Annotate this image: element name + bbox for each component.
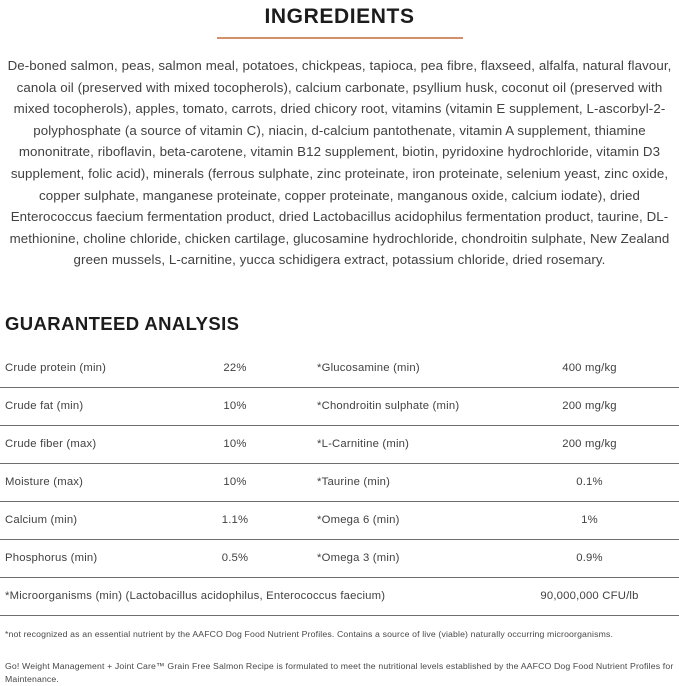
nutrient-value: 200 mg/kg [562,400,617,413]
nutrient-value: 1.1% [221,514,249,527]
nutrient-value: 0.1% [576,476,603,489]
nutrient-label: *Taurine (min) [317,476,391,489]
nutrient-label: *Glucosamine (min) [317,362,420,375]
table-row [0,388,679,426]
nutrient-value: 0.9% [576,552,603,565]
microorganisms-row [0,578,679,616]
nutrient-value: 0.5% [221,552,249,565]
microorganisms-label: *Microorganisms (min) (Lactobacillus acidophilus, Enterococcus faecium) [5,590,386,603]
nutrient-value: 10% [223,476,247,489]
nutrient-label: Crude protein (min) [5,362,107,375]
table-row [0,502,679,540]
guaranteed-analysis-table [0,350,679,616]
nutrient-label: Crude fat (min) [5,400,84,413]
ingredients-paragraph: De-boned salmon, peas, salmon meal, potatoes, chickpeas, tapioca, pea fibre, flaxseed, alfalfa, natural flavour, canola oil (preserved with mixed tocopherols), calcium carbonate, psyllium husk, coconut oil (preserved with mixed tocopherols), apples, tomato, carrots, dried chicory root, vitamins (vitamin E supplement, L-ascorbyl-2-polyphosphate (a source of vitamin C), niacin, d-calcium pantothenate, vitamin A supplement, thiamine mononitrate, riboflavin, beta-carotene, vitamin B12 supplement, biotin, pyridoxine hydrochloride, vitamin D3 supplement, folic acid), minerals (ferrous sulphate, zinc proteinate, iron proteinate, selenium yeast, zinc oxide, copper sulphate, manganese proteinate, copper proteinate, manganous oxide, calcium iodate), dried Enterococcus faecium fermentation product, dried Lactobacillus acidophilus fermentation product, taurine, DL-methionine, choline chloride, chicken cartilage, glucosamine hydrochloride, chondroitin sulphate, New Zealand green mussels, L-carnitine, yucca schidigera extract, potassium chloride, dried rosemary. [7,58,672,268]
nutrient-label: Calcium (min) [5,514,78,527]
footnote-formulation-statement: Go! Weight Management + Joint Care™ Grain Free Salmon Recipe is formulated to meet the nutritional levels established by the AAFCO Dog Food Nutrient Profiles for Maintenance. [5,660,674,684]
microorganisms-value: 90,000,000 CFU/lb [540,590,639,603]
nutrient-value: 1% [581,514,598,527]
ingredients-title: INGREDIENTS [264,5,415,28]
nutrient-value: 200 mg/kg [562,438,617,451]
nutrient-label: Moisture (max) [5,476,84,489]
nutrient-value: 10% [223,438,247,451]
accent-divider [217,37,463,39]
table-row [0,426,679,464]
nutrient-label: *Omega 6 (min) [317,514,400,527]
footnote-aafco-nutrient: *not recognized as an essential nutrient by the AAFCO Dog Food Nutrient Profiles. Contains a source of live (viable) naturally occurring microorganisms. [5,628,614,639]
guaranteed-analysis-title: GUARANTEED ANALYSIS [5,312,240,334]
nutrient-value: 10% [223,400,247,413]
table-row [0,350,679,388]
nutrient-label: Phosphorus (min) [5,552,98,565]
nutrient-value: 22% [223,362,247,375]
nutrient-label: Crude fiber (max) [5,438,97,451]
nutrient-label: *L-Carnitine (min) [317,438,410,451]
nutrient-label: *Omega 3 (min) [317,552,400,565]
nutrient-value: 400 mg/kg [562,362,617,375]
table-row [0,464,679,502]
nutrient-label: *Chondroitin sulphate (min) [317,400,460,413]
table-row [0,540,679,578]
